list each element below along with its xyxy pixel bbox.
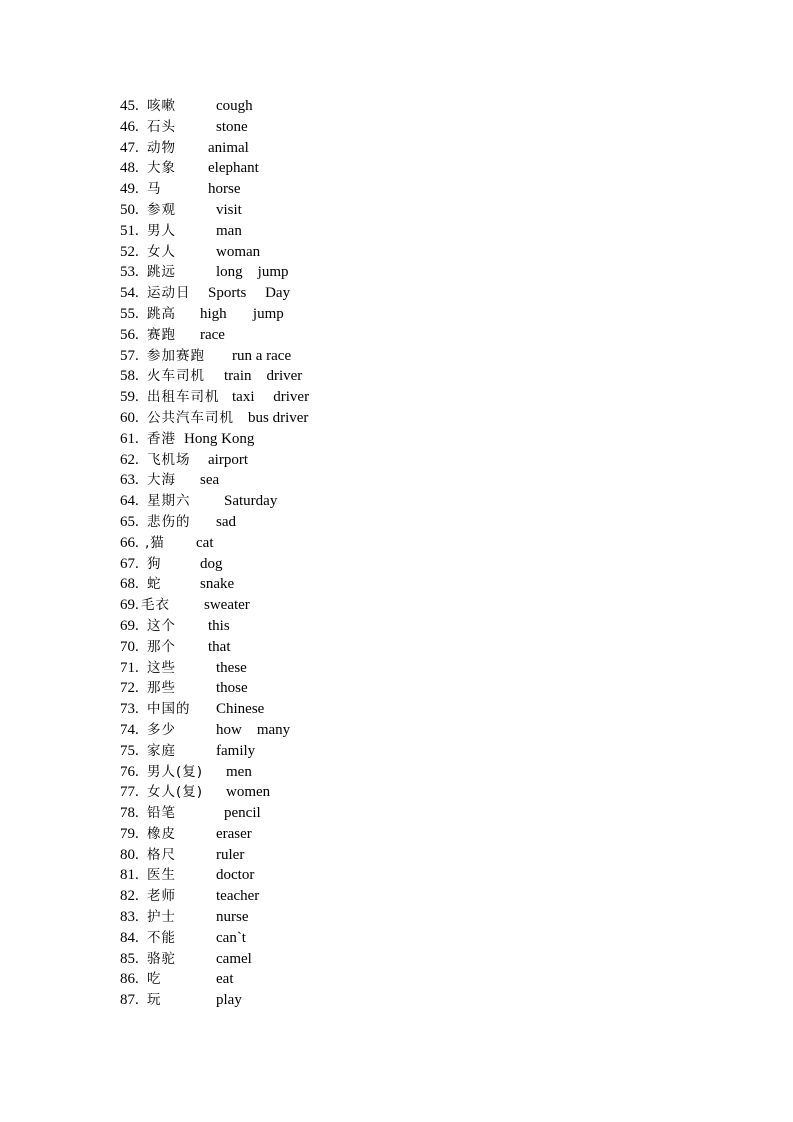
entry-number: 66. <box>120 534 139 551</box>
chinese-word: 吃 <box>147 971 162 988</box>
english-word: nurse <box>216 909 249 926</box>
entry-number: 58. <box>120 368 139 385</box>
english-word: those <box>216 680 248 697</box>
entry-number: 78. <box>120 805 139 822</box>
chinese-word: 飞机场 <box>147 451 191 468</box>
english-word: men <box>226 763 252 780</box>
entry-number: 73. <box>120 701 139 718</box>
chinese-word: 大象 <box>147 160 176 177</box>
chinese-word: 家庭 <box>147 742 176 759</box>
entry-number: 80. <box>120 846 139 863</box>
english-word: eraser <box>216 825 252 842</box>
english-word: bus driver <box>248 409 309 426</box>
english-word: race <box>200 326 225 343</box>
chinese-word: 跳高 <box>147 305 176 322</box>
entry-number: 59. <box>120 389 139 406</box>
entry-number: 51. <box>120 222 139 239</box>
entry-number: 81. <box>120 867 139 884</box>
chinese-word: 马 <box>147 181 162 198</box>
chinese-word: 那些 <box>147 680 176 697</box>
entry-number: 61. <box>120 430 139 447</box>
english-word: stone <box>216 118 248 135</box>
chinese-word: 跳远 <box>147 264 176 281</box>
chinese-word: 火车司机 <box>147 368 205 385</box>
english-word: Saturday <box>224 493 278 510</box>
entry-number: 68. <box>120 576 139 593</box>
english-word: this <box>208 617 230 634</box>
chinese-word: 多少 <box>147 721 176 738</box>
english-word: long jump <box>216 264 289 281</box>
entry-number: 74. <box>120 721 139 738</box>
entry-number: 79. <box>120 825 139 842</box>
english-word: that <box>208 638 231 655</box>
english-word: airport <box>208 451 248 468</box>
english-word: can`t <box>216 929 246 946</box>
entry-number: 72. <box>120 680 139 697</box>
entry-number: 45. <box>120 98 139 114</box>
english-word: pencil <box>224 805 261 822</box>
entry-number: 67. <box>120 555 139 572</box>
chinese-word: 动物 <box>147 139 176 156</box>
chinese-word: 医生 <box>147 867 176 884</box>
chinese-word: 蛇 <box>147 576 162 593</box>
entry-number: 65. <box>120 513 139 530</box>
chinese-word: 那个 <box>147 638 176 655</box>
chinese-word: 不能 <box>147 929 176 946</box>
english-word: horse <box>208 181 241 198</box>
entry-number: 84. <box>120 929 139 946</box>
entry-number: 77. <box>120 784 139 801</box>
english-word: cough <box>216 98 253 114</box>
entry-number: 63. <box>120 472 139 489</box>
chinese-word: 橡皮 <box>147 825 176 842</box>
english-word: play <box>216 992 242 1009</box>
entry-number: 69. <box>120 617 139 634</box>
entry-number: 53. <box>120 264 139 281</box>
english-word: eat <box>216 971 234 988</box>
chinese-word: 这个 <box>147 617 176 634</box>
chinese-word: 公共汽车司机 <box>147 409 234 426</box>
english-word: cat <box>196 534 214 551</box>
english-word: sea <box>200 472 220 489</box>
english-word: Chinese <box>216 701 265 718</box>
english-word: taxi driver <box>232 389 310 406</box>
chinese-word: 毛衣 <box>141 597 170 614</box>
english-word: run a race <box>232 347 292 364</box>
english-word: dog <box>200 555 223 572</box>
entry-number: 52. <box>120 243 139 260</box>
english-word: women <box>226 784 271 801</box>
entry-number: 47. <box>120 139 139 156</box>
chinese-word: 老师 <box>147 888 176 905</box>
chinese-word: 参加赛跑 <box>147 347 205 364</box>
english-word: sad <box>216 513 236 530</box>
entry-number: 69. <box>120 597 139 614</box>
english-word: Sports Day <box>208 285 291 302</box>
english-word: doctor <box>216 867 255 884</box>
entry-number: 75. <box>120 742 139 759</box>
entry-number: 55. <box>120 305 139 322</box>
entry-number: 50. <box>120 201 139 218</box>
english-word: man <box>216 222 242 239</box>
english-word: elephant <box>208 160 259 177</box>
chinese-word: 咳嗽 <box>147 98 176 114</box>
chinese-word: 男人(复) <box>147 763 204 780</box>
entry-number: 49. <box>120 181 139 198</box>
english-word: sweater <box>204 597 250 614</box>
chinese-word: 铅笔 <box>147 805 176 822</box>
entry-number: 71. <box>120 659 139 676</box>
chinese-word: 赛跑 <box>147 326 176 343</box>
english-word: snake <box>200 576 235 593</box>
english-word: train driver <box>224 368 303 385</box>
chinese-word: 护士 <box>147 909 176 926</box>
chinese-word: 参观 <box>147 201 176 218</box>
chinese-word: 出租车司机 <box>147 389 220 406</box>
entry-number: 46. <box>120 118 139 135</box>
chinese-word: ,猫 <box>145 534 165 551</box>
entry-number: 82. <box>120 888 139 905</box>
chinese-word: 女人 <box>147 243 176 260</box>
entry-number: 57. <box>120 347 139 364</box>
entry-number: 70. <box>120 638 139 655</box>
english-word: family <box>216 742 256 759</box>
english-word: Hong Kong <box>184 430 255 447</box>
english-word: high jump <box>200 305 284 322</box>
chinese-word: 这些 <box>147 659 176 676</box>
entry-number: 76. <box>120 763 139 780</box>
english-word: how many <box>216 721 291 738</box>
chinese-word: 香港 <box>147 430 176 447</box>
entry-number: 85. <box>120 950 139 967</box>
chinese-word: 中国的 <box>147 701 191 718</box>
entry-number: 62. <box>120 451 139 468</box>
chinese-word: 玩 <box>147 992 162 1009</box>
english-word: teacher <box>216 888 260 905</box>
chinese-word: 骆驼 <box>147 950 176 967</box>
english-word: woman <box>216 243 261 260</box>
chinese-word: 大海 <box>147 472 176 489</box>
english-word: visit <box>216 201 242 218</box>
entry-number: 54. <box>120 285 139 302</box>
english-word: camel <box>216 950 252 967</box>
chinese-word: 狗 <box>147 555 162 572</box>
chinese-word: 悲伤的 <box>147 513 191 530</box>
entry-number: 83. <box>120 909 139 926</box>
entry-number: 48. <box>120 160 139 177</box>
chinese-word: 运动日 <box>147 285 191 302</box>
english-word: these <box>216 659 247 676</box>
english-word: ruler <box>216 846 245 863</box>
entry-number: 56. <box>120 326 139 343</box>
chinese-word: 石头 <box>147 118 176 135</box>
entry-number: 86. <box>120 971 139 988</box>
chinese-word: 女人(复) <box>147 784 204 801</box>
entry-number: 60. <box>120 409 139 426</box>
english-word: animal <box>208 139 249 156</box>
chinese-word: 格尺 <box>147 846 176 863</box>
chinese-word: 星期六 <box>147 493 191 510</box>
entry-number: 64. <box>120 493 139 510</box>
chinese-word: 男人 <box>147 222 176 239</box>
entry-number: 87. <box>120 992 139 1009</box>
